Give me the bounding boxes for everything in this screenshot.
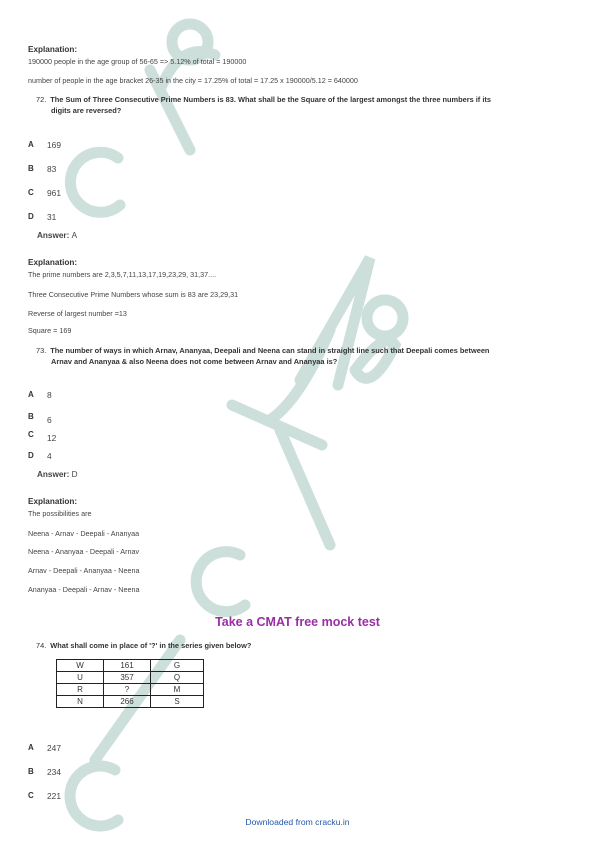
question-number: 73. xyxy=(36,346,47,355)
explanation-heading: Explanation: xyxy=(28,258,78,267)
explanation-line: Neena - Arnav - Deepali - Ananyaa xyxy=(28,529,140,538)
answer-value: D xyxy=(71,470,78,479)
option-text[interactable]: 12 xyxy=(47,433,57,443)
table-cell: M xyxy=(151,684,204,696)
option-text[interactable]: 4 xyxy=(47,451,52,461)
question-number: 74. xyxy=(36,641,47,650)
option-text[interactable]: 247 xyxy=(47,743,61,753)
explanation-line: Ananyaa - Deepali - Arnav - Neena xyxy=(28,585,140,594)
watermark-a-bowl xyxy=(172,24,208,60)
watermark-c-top xyxy=(70,152,120,212)
option-letter: A xyxy=(28,140,34,149)
table-row xyxy=(57,696,204,708)
explanation-line: The possibilities are xyxy=(28,509,92,518)
table-cell: S xyxy=(151,696,204,708)
option-text[interactable]: 6 xyxy=(47,415,52,425)
table-cell: W xyxy=(57,660,104,672)
watermark-o xyxy=(367,300,403,336)
question-text: The number of ways in which Arnav, Ananyaa, Deepali and Neena can stand in straight line such that Deepali comes between xyxy=(50,346,490,355)
explanation-line: Three Consecutive Prime Numbers whose sum is 83 are 23,29,31 xyxy=(28,290,239,299)
option-text[interactable]: 169 xyxy=(47,140,61,150)
option-letter: C xyxy=(28,791,34,800)
option-text[interactable]: 234 xyxy=(47,767,61,777)
answer xyxy=(37,470,78,479)
explanation-line: Square = 169 xyxy=(28,326,72,335)
table-cell: R xyxy=(57,684,104,696)
footer-link[interactable]: Downloaded from cracku.in xyxy=(245,817,350,827)
option-letter: C xyxy=(28,188,34,197)
option-text[interactable]: 83 xyxy=(47,164,57,174)
question-text-cont: Arnav and Ananyaa & also Neena does not come between Arnav and Ananyaa is? xyxy=(51,357,338,366)
option-letter: D xyxy=(28,212,34,221)
table-row xyxy=(57,660,204,672)
question-72 xyxy=(36,95,491,104)
option-text[interactable]: 221 xyxy=(47,791,61,801)
table-cell: N xyxy=(57,696,104,708)
table-row xyxy=(57,672,204,684)
explanation-line: number of people in the age bracket 26-35 in the city = 17.25% of total = 17.25 x 190000/5.12 = 640000 xyxy=(28,76,358,85)
explanation-line: Arnav - Deepali - Ananyaa - Neena xyxy=(28,566,140,575)
option-text[interactable]: 31 xyxy=(47,212,57,222)
explanation-line: 190000 people in the age group of 56-65 => 5.12% of total = 190000 xyxy=(28,57,247,66)
question-text-cont: digits are reversed? xyxy=(51,106,122,115)
option-letter: B xyxy=(28,164,34,173)
question-73 xyxy=(36,346,489,355)
explanation-line: Neena - Ananyaa - Deepali - Arnav xyxy=(28,547,140,556)
table-cell: U xyxy=(57,672,104,684)
table-row xyxy=(57,684,204,696)
explanation-line: Reverse of largest number =13 xyxy=(28,309,127,318)
option-text[interactable]: 8 xyxy=(47,390,52,400)
series-table xyxy=(56,659,204,708)
explanation-line: The prime numbers are 2,3,5,7,11,13,17,19,23,29, 31,37.... xyxy=(28,270,217,279)
option-text[interactable]: 961 xyxy=(47,188,61,198)
answer xyxy=(37,231,77,240)
watermark-k-a xyxy=(232,405,322,445)
option-letter: B xyxy=(28,767,34,776)
table-cell: Q xyxy=(151,672,204,684)
table-cell: 161 xyxy=(104,660,151,672)
table-cell: ? xyxy=(104,684,151,696)
table-cell: 357 xyxy=(104,672,151,684)
watermark-c-mid xyxy=(196,552,245,612)
answer-label: Answer: xyxy=(37,231,70,240)
mock-test-link[interactable]: Take a CMAT free mock test xyxy=(215,615,380,629)
option-letter: B xyxy=(28,412,34,421)
answer-label: Answer: xyxy=(37,470,70,479)
question-text: The Sum of Three Consecutive Prime Numbers is 83. What shall be the Square of the largest amongst the three numbers if its xyxy=(50,95,491,104)
option-letter: A xyxy=(28,390,34,399)
explanation-heading: Explanation: xyxy=(28,497,78,506)
watermark-u xyxy=(270,330,330,420)
question-text: What shall come in place of '?' in the series given below? xyxy=(50,641,252,650)
answer-value: A xyxy=(71,231,78,240)
option-letter: D xyxy=(28,451,34,460)
watermark-k-b xyxy=(280,430,330,545)
question-74 xyxy=(36,641,251,650)
table-cell: G xyxy=(151,660,204,672)
question-number: 72. xyxy=(36,95,47,104)
explanation-heading: Explanation: xyxy=(28,45,78,54)
table-cell: 266 xyxy=(104,696,151,708)
option-letter: A xyxy=(28,743,34,752)
option-letter: C xyxy=(28,430,34,439)
